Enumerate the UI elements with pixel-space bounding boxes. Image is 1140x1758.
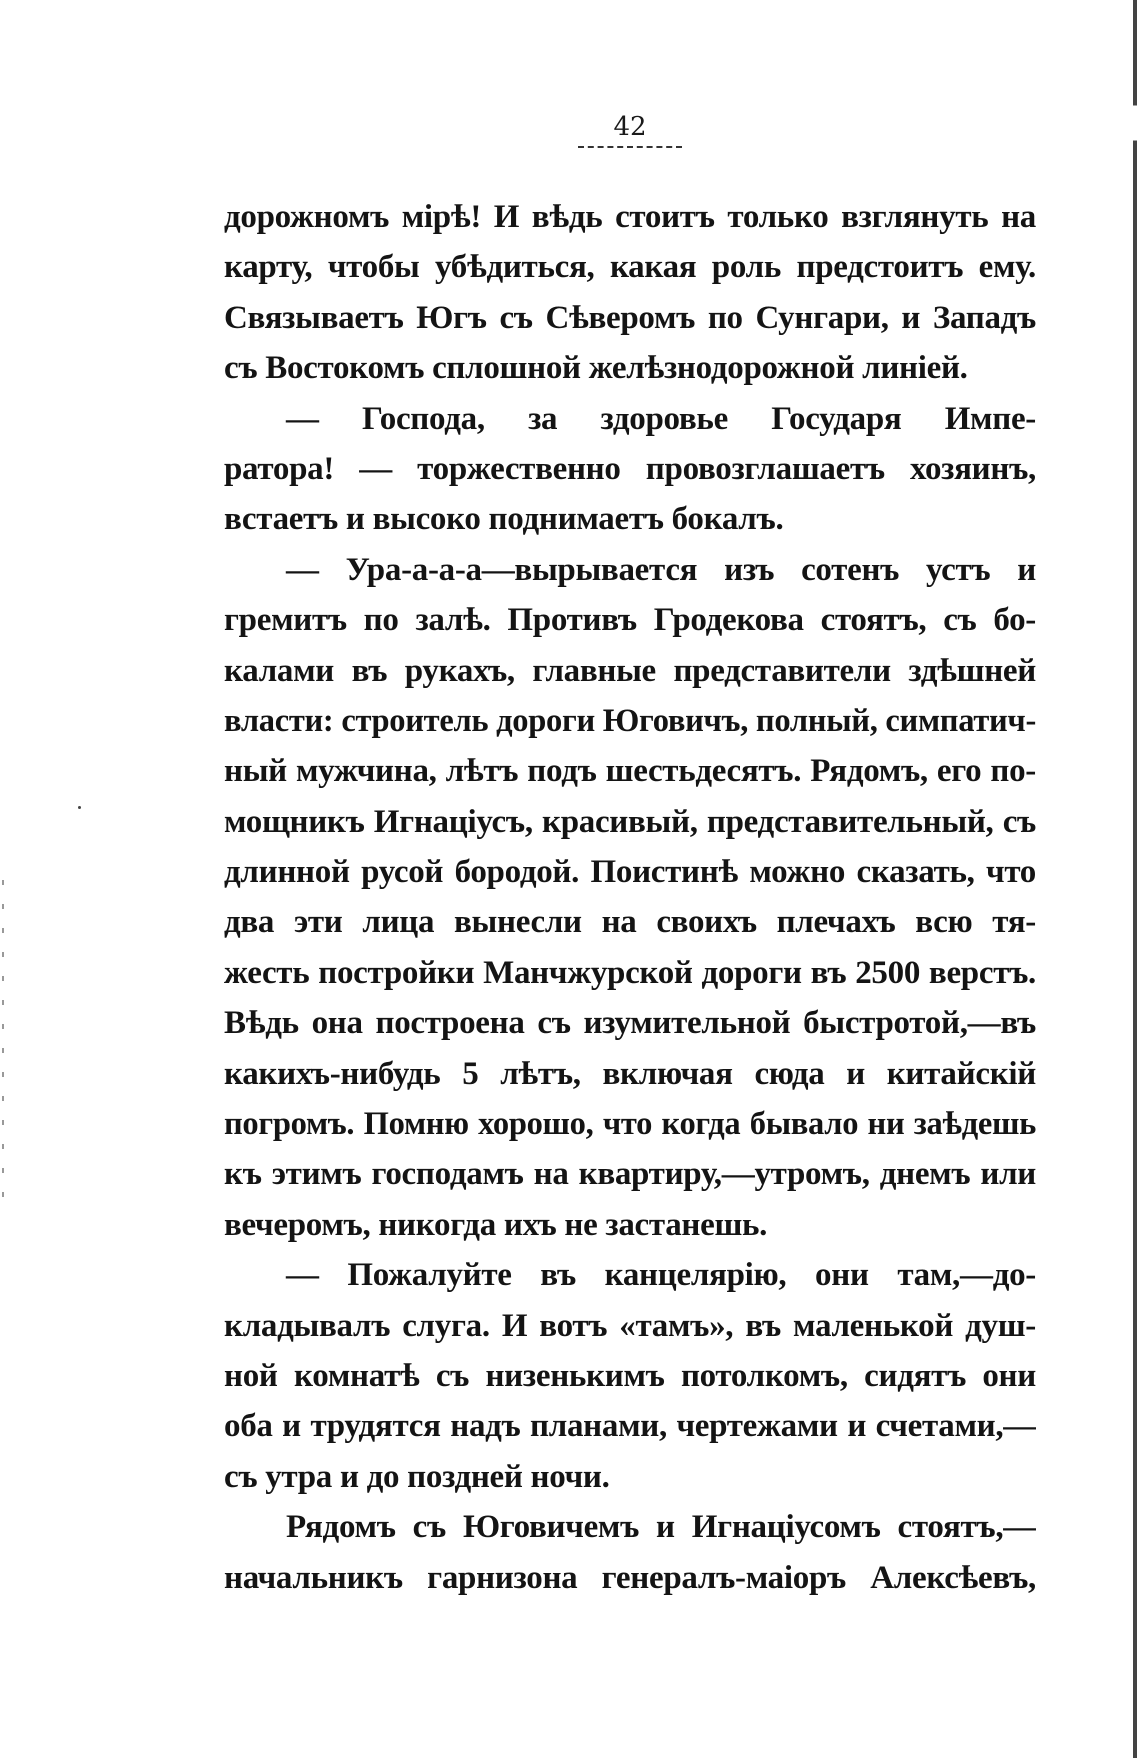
text-line: карту, чтобы убѣдиться, какая роль предстоитъ ему. xyxy=(224,249,1036,286)
header-rule xyxy=(578,146,682,148)
text-line: кладывалъ слуга. И вотъ «тамъ», въ маленькой душ- xyxy=(224,1307,1036,1344)
text-line: длинной русой бородой. Поистинѣ можно сказать, что xyxy=(224,854,1036,891)
text-line: два эти лица вынесли на своихъ плечахъ всю тя- xyxy=(224,904,1036,941)
text-line: жесть постройки Манчжурской дороги въ 2500 верстъ. xyxy=(224,954,1036,991)
text-line: гремитъ по залѣ. Противъ Гродекова стоятъ, съ бо- xyxy=(224,602,1036,639)
text-line: Вѣдь она построена съ изумительной быстротой,—въ xyxy=(224,1005,1036,1042)
page-edge-right xyxy=(1133,0,1137,1758)
text-line: ратора! — торжественно провозглашаетъ хозяинъ, xyxy=(224,450,1036,487)
text-line: встаетъ и высоко поднимаетъ бокалъ. xyxy=(224,501,784,538)
body-text xyxy=(224,192,1036,1603)
text-line: — Ура-а-а-а—вырывается изъ сотенъ устъ и xyxy=(286,551,1036,588)
text-line: какихъ-нибудь 5 лѣтъ, включая сюда и китайскій xyxy=(224,1055,1036,1092)
text-line: — Пожалуйте въ канцелярію, они там,—до- xyxy=(286,1257,1036,1294)
text-line: ной комнатѣ съ низенькимъ потолкомъ, сидятъ они xyxy=(224,1357,1036,1394)
text-line: власти: строитель дороги Юговичъ, полный, симпатич- xyxy=(224,702,1036,739)
text-line: съ Востокомъ сплошной желѣзнодорожной линіей. xyxy=(224,350,968,387)
text-line: оба и трудятся надъ планами, чертежами и счетами,— xyxy=(224,1408,1036,1445)
text-line: дорожномъ мірѣ! И вѣдь стоитъ только взглянуть на xyxy=(224,199,1036,235)
text-line: калами въ рукахъ, главные представители здѣшней xyxy=(224,652,1036,689)
ink-speck xyxy=(78,806,81,809)
page-number: 42 xyxy=(613,112,647,142)
text-line: — Господа, за здоровье Государя Импе- xyxy=(286,400,1036,437)
text-line: погромъ. Помню хорошо, что когда бывало ни заѣдешь xyxy=(224,1106,1036,1143)
text-line: ный мужчина, лѣтъ подъ шестьдесятъ. Рядомъ, его по- xyxy=(224,753,1036,790)
text-line: съ утра и до поздней ночи. xyxy=(224,1458,610,1495)
text-line: мощникъ Игнаціусъ, красивый, представительный, съ xyxy=(224,803,1036,840)
page-header xyxy=(560,112,700,148)
text-line: начальникъ гарнизона генералъ-маіоръ Алексѣевъ, xyxy=(224,1559,1036,1596)
text-line: Связываетъ Югъ съ Сѣверомъ по Сунгари, и Западъ xyxy=(224,299,1036,336)
text-line: вечеромъ, никогда ихъ не застанешь. xyxy=(224,1206,768,1243)
text-line: къ этимъ господамъ на квартиру,—утромъ, днемъ или xyxy=(224,1156,1036,1193)
text-line: Рядомъ съ Юговичемъ и Игнаціусомъ стоятъ,— xyxy=(286,1509,1036,1546)
page-edge-left xyxy=(2,880,4,1210)
